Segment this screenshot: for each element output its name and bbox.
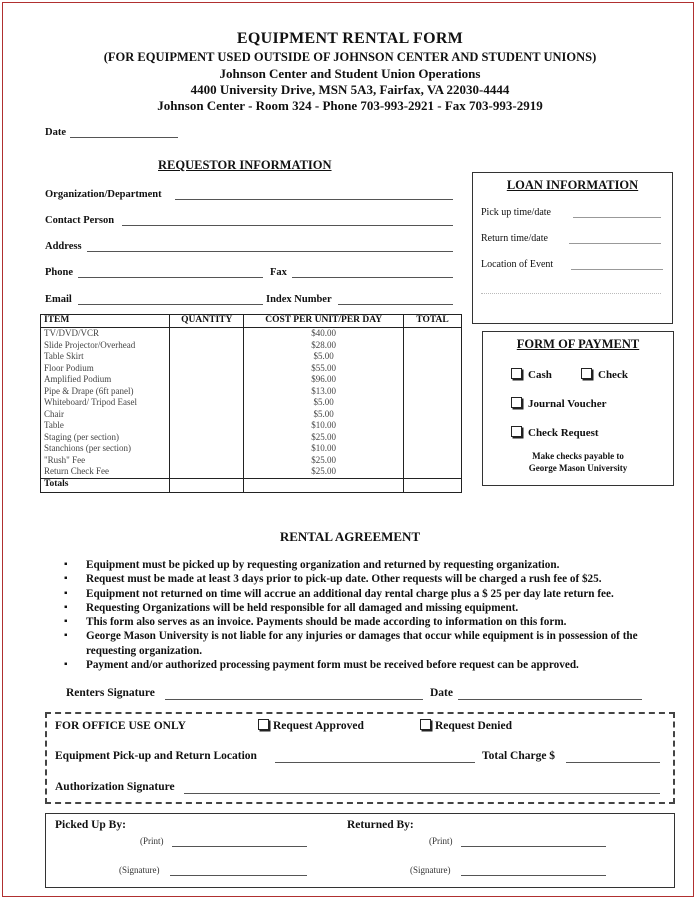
total-cell[interactable] — [404, 420, 462, 432]
total-cell[interactable] — [404, 340, 462, 352]
rule-item: ▪ Equipment must be picked up by requesting organization and returned by requesting organization. — [64, 558, 664, 572]
item-name: Floor Podium — [41, 363, 170, 375]
rule-item: ▪ Payment and/or authorized processing payment form must be received before request can be approved. — [64, 658, 664, 672]
journal-label: Journal Voucher — [528, 398, 607, 410]
address-field[interactable] — [87, 251, 453, 252]
total-charge-field[interactable] — [566, 762, 660, 763]
total-cell[interactable] — [404, 409, 462, 421]
request-approved-option[interactable] — [258, 719, 364, 732]
quantity-cell[interactable] — [170, 397, 244, 409]
cost-cell: $40.00 — [244, 328, 404, 340]
check-label: Check — [598, 369, 628, 381]
cost-cell: $13.00 — [244, 386, 404, 398]
return-time-field[interactable] — [569, 243, 661, 244]
auth-signature-field[interactable] — [184, 793, 660, 794]
item-name: Slide Projector/Overhead — [41, 340, 170, 352]
agreement-rules — [64, 558, 664, 672]
journal-checkbox[interactable] — [511, 397, 522, 408]
quantity-cell[interactable] — [170, 328, 244, 340]
header-line-1: Johnson Center and Student Union Operations — [219, 66, 481, 81]
items-table — [40, 314, 462, 493]
table-row — [41, 432, 462, 444]
item-name: Whiteboard/ Tripod Easel — [41, 397, 170, 409]
location-field-extra[interactable] — [481, 293, 661, 294]
total-cell[interactable] — [404, 328, 462, 340]
cost-cell: $25.00 — [244, 432, 404, 444]
cost-cell: $55.00 — [244, 363, 404, 375]
form-subtitle: (FOR EQUIPMENT USED OUTSIDE OF JOHNSON CENTER AND STUDENT UNIONS) — [103, 50, 597, 64]
renters-signature-label: Renters Signature — [66, 687, 155, 699]
denied-label: Request Denied — [435, 720, 512, 732]
returned-signature-label: (Signature) — [410, 865, 451, 875]
quantity-cell[interactable] — [170, 420, 244, 432]
check-request-label: Check Request — [528, 427, 599, 439]
cost-cell: $5.00 — [244, 351, 404, 363]
office-title: FOR OFFICE USE ONLY — [55, 720, 186, 732]
address-label: Address — [45, 241, 82, 252]
quantity-cell[interactable] — [170, 386, 244, 398]
total-cell[interactable] — [404, 443, 462, 455]
table-row — [41, 340, 462, 352]
date-label: Date — [45, 127, 66, 138]
cash-checkbox[interactable] — [511, 368, 522, 379]
table-row — [41, 351, 462, 363]
table-row — [41, 386, 462, 398]
rule-item: ▪ This form also serves as an invoice. Payments should be made according to information on this form. — [64, 615, 664, 629]
table-header-row — [41, 315, 462, 328]
contact-field[interactable] — [122, 225, 453, 226]
fax-label: Fax — [270, 267, 287, 278]
picked-up-signature-label: (Signature) — [119, 865, 160, 875]
org-label: Organization/Department — [45, 189, 162, 200]
agreement-title: RENTAL AGREEMENT — [279, 529, 421, 544]
quantity-cell[interactable] — [170, 374, 244, 386]
returned-signature-field[interactable] — [461, 875, 606, 876]
org-field[interactable] — [175, 199, 453, 200]
payment-title: FORM OF PAYMENT — [516, 337, 640, 351]
picked-up-label: Picked Up By: — [55, 819, 126, 831]
col-total: TOTAL — [404, 315, 462, 328]
index-label: Index Number — [266, 294, 332, 305]
total-cell[interactable] — [404, 363, 462, 375]
renters-date-field[interactable] — [458, 699, 642, 700]
table-row — [41, 409, 462, 421]
table-row — [41, 466, 462, 478]
total-cell[interactable] — [404, 386, 462, 398]
picked-up-print-label: (Print) — [140, 836, 164, 846]
picked-up-print-field[interactable] — [172, 846, 307, 847]
cost-cell: $25.00 — [244, 455, 404, 467]
total-cell[interactable] — [404, 374, 462, 386]
fax-field[interactable] — [292, 277, 453, 278]
pickup-time-label: Pick up time/date — [481, 207, 551, 218]
totals-row — [41, 478, 462, 492]
total-cell[interactable] — [404, 432, 462, 444]
quantity-cell[interactable] — [170, 351, 244, 363]
table-row — [41, 328, 462, 340]
item-name: Pipe & Drape (6ft panel) — [41, 386, 170, 398]
table-row — [41, 374, 462, 386]
cost-cell: $28.00 — [244, 340, 404, 352]
col-item: ITEM — [41, 315, 170, 328]
returned-label: Returned By: — [347, 819, 414, 831]
journal-option[interactable] — [511, 397, 607, 410]
total-cell[interactable] — [404, 466, 462, 478]
renters-signature-field[interactable] — [165, 699, 423, 700]
request-denied-option[interactable] — [420, 719, 512, 732]
header-line-2: 4400 University Drive, MSN 5A3, Fairfax, VA 22030-4444 — [190, 82, 510, 97]
cost-cell: $25.00 — [244, 466, 404, 478]
returned-print-field[interactable] — [461, 846, 606, 847]
quantity-cell[interactable] — [170, 409, 244, 421]
total-cell[interactable] — [404, 397, 462, 409]
requestor-title: REQUESTOR INFORMATION — [158, 158, 332, 172]
item-name: Amplified Podium — [41, 374, 170, 386]
item-name: Table — [41, 420, 170, 432]
loan-info-box — [472, 172, 673, 324]
table-row — [41, 420, 462, 432]
quantity-cell[interactable] — [170, 466, 244, 478]
quantity-cell[interactable] — [170, 455, 244, 467]
picked-up-signature-field[interactable] — [170, 875, 307, 876]
cost-cell: $5.00 — [244, 397, 404, 409]
total-charge-label: Total Charge $ — [482, 750, 556, 762]
form-title: EQUIPMENT RENTAL FORM — [236, 30, 464, 47]
check-checkbox[interactable] — [581, 368, 592, 379]
check-option[interactable] — [581, 368, 628, 381]
quantity-cell[interactable] — [170, 363, 244, 375]
cost-cell: $96.00 — [244, 374, 404, 386]
item-name: Return Check Fee — [41, 466, 170, 478]
total-cell[interactable] — [404, 455, 462, 467]
total-cell[interactable] — [404, 351, 462, 363]
approved-checkbox[interactable] — [258, 719, 269, 730]
location-field[interactable] — [571, 269, 663, 270]
table-row — [41, 455, 462, 467]
table-row — [41, 397, 462, 409]
quantity-cell[interactable] — [170, 443, 244, 455]
col-quantity: QUANTITY — [170, 315, 244, 328]
contact-label: Contact Person — [45, 215, 115, 226]
rule-item: ▪ Request must be made at least 3 days prior to pick-up date. Other requests will be charged a rush fee of $25. — [64, 572, 664, 586]
auth-signature-label: Authorization Signature — [55, 781, 175, 793]
item-name: Table Skirt — [41, 351, 170, 363]
pickup-time-field[interactable] — [573, 217, 661, 218]
date-field[interactable] — [70, 137, 178, 138]
returned-print-label: (Print) — [429, 836, 453, 846]
payable-note-1: Make checks payable to — [532, 451, 624, 461]
item-name: Stanchions (per section) — [41, 443, 170, 455]
item-name: Chair — [41, 409, 170, 421]
phone-field[interactable] — [78, 277, 263, 278]
index-field[interactable] — [338, 304, 453, 305]
quantity-cell[interactable] — [170, 340, 244, 352]
header-line-3: Johnson Center - Room 324 - Phone 703-993-2921 - Fax 703-993-2919 — [157, 98, 543, 113]
cost-cell: $10.00 — [244, 443, 404, 455]
rule-item: ▪ George Mason University is not liable for any injuries or damages that occur while equipment is in possession of the requesting organization. — [64, 629, 664, 658]
check-request-option[interactable] — [511, 426, 599, 439]
totals-total[interactable] — [404, 478, 462, 492]
rule-item: ▪ Equipment not returned on time will accrue an additional day rental charge plus a $ 25 per day late return fee. — [64, 587, 664, 601]
location-label: Location of Event — [481, 259, 554, 270]
cash-option[interactable] — [511, 368, 552, 381]
denied-checkbox[interactable] — [420, 719, 431, 730]
renters-date-label: Date — [430, 687, 453, 699]
item-name: "Rush" Fee — [41, 455, 170, 467]
totals-label: Totals — [41, 478, 170, 492]
approved-label: Request Approved — [273, 720, 364, 732]
quantity-cell[interactable] — [170, 432, 244, 444]
phone-label: Phone — [45, 267, 74, 278]
totals-quantity[interactable] — [170, 478, 244, 492]
payable-note-2: George Mason University — [528, 463, 628, 473]
cost-cell: $10.00 — [244, 420, 404, 432]
location-return-label: Equipment Pick-up and Return Location — [55, 750, 257, 762]
col-cost: COST PER UNIT/PER DAY — [244, 315, 404, 328]
return-time-label: Return time/date — [481, 233, 548, 244]
email-field[interactable] — [78, 304, 263, 305]
email-label: Email — [45, 294, 72, 305]
payment-box — [482, 331, 674, 486]
check-request-checkbox[interactable] — [511, 426, 522, 437]
item-name: Staging (per section) — [41, 432, 170, 444]
item-name: TV/DVD/VCR — [41, 328, 170, 340]
cost-cell: $5.00 — [244, 409, 404, 421]
cash-label: Cash — [528, 369, 552, 381]
loan-title: LOAN INFORMATION — [506, 178, 639, 192]
table-row — [41, 363, 462, 375]
table-row — [41, 443, 462, 455]
totals-cost[interactable] — [244, 478, 404, 492]
location-return-field[interactable] — [275, 762, 475, 763]
rule-item: ▪ Requesting Organizations will be held responsible for all damaged and missing equipment. — [64, 601, 664, 615]
